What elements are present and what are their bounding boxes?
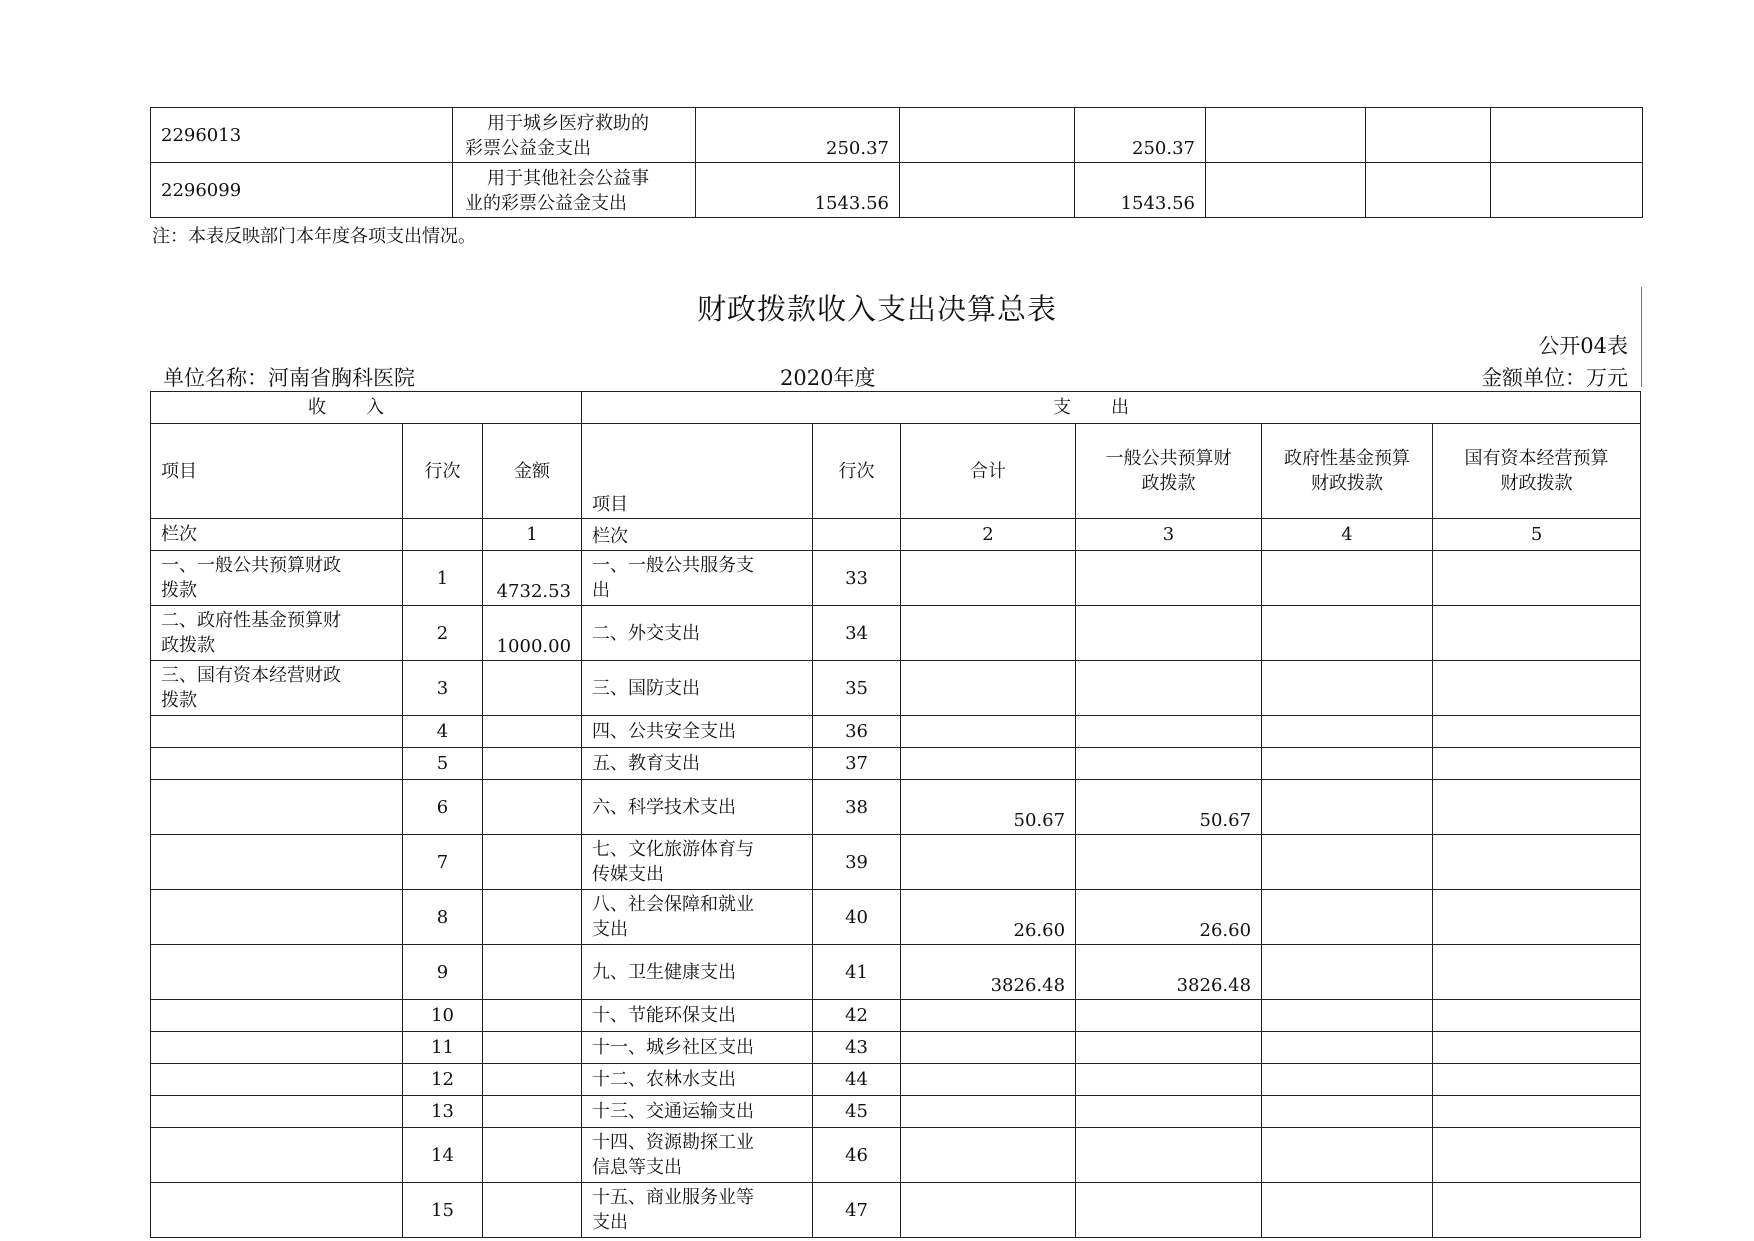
income-item xyxy=(151,716,403,748)
general-budget-amount xyxy=(1076,606,1262,661)
general-budget-amount xyxy=(1076,1183,1262,1238)
fund-budget-amount xyxy=(1262,606,1433,661)
table-row xyxy=(151,1000,1641,1032)
fund-budget-amount xyxy=(1262,1183,1433,1238)
income-amount xyxy=(483,780,582,835)
table-row xyxy=(151,1183,1641,1238)
col-label: 栏次 xyxy=(151,519,403,551)
state-capital-amount xyxy=(1433,1128,1641,1183)
table-row xyxy=(151,835,1641,890)
expense-item: 十二、农林水支出 xyxy=(582,1064,813,1096)
basic-cell xyxy=(900,163,1075,218)
state-capital-amount xyxy=(1433,1064,1641,1096)
expense-item: 十三、交通运输支出 xyxy=(582,1096,813,1128)
empty-cell xyxy=(1206,163,1366,218)
general-budget-amount: 50.67 xyxy=(1076,780,1262,835)
income-item xyxy=(151,890,403,945)
expense-item: 十五、商业服务业等 支出 xyxy=(582,1183,813,1238)
expense-line-number: 45 xyxy=(813,1096,901,1128)
table-row xyxy=(151,163,1643,218)
header-item: 项目 xyxy=(151,424,403,519)
expense-section-header: 支出 xyxy=(582,392,1641,424)
general-budget-amount xyxy=(1076,748,1262,780)
state-capital-amount xyxy=(1433,945,1641,1000)
expense-item: 二、外交支出 xyxy=(582,606,813,661)
table-row xyxy=(151,890,1641,945)
income-section-header: 收入 xyxy=(151,392,582,424)
expenditure-continuation-table xyxy=(150,107,1643,218)
expense-line-number: 34 xyxy=(813,606,901,661)
table-row xyxy=(151,1096,1641,1128)
header-total: 合计 xyxy=(901,424,1076,519)
income-item: 三、国有资本经营财政 拨款 xyxy=(151,661,403,716)
table-row xyxy=(151,716,1641,748)
state-capital-amount xyxy=(1433,835,1641,890)
income-amount xyxy=(483,1128,582,1183)
fund-budget-amount xyxy=(1262,945,1433,1000)
income-item xyxy=(151,780,403,835)
empty-cell xyxy=(813,519,901,551)
expense-line-number: 35 xyxy=(813,661,901,716)
basic-cell xyxy=(900,108,1075,163)
line-number: 6 xyxy=(403,780,483,835)
expense-line-number: 39 xyxy=(813,835,901,890)
total-amount xyxy=(901,661,1076,716)
income-amount xyxy=(483,945,582,1000)
item-code: 2296099 xyxy=(151,163,453,218)
table-row xyxy=(151,945,1641,1000)
line-number: 5 xyxy=(403,748,483,780)
state-capital-amount xyxy=(1433,661,1641,716)
col-number: 5 xyxy=(1433,519,1641,551)
table-row xyxy=(151,606,1641,661)
total-amount xyxy=(901,1128,1076,1183)
col-label: 栏次 xyxy=(582,519,813,551)
line-number: 3 xyxy=(403,661,483,716)
page-title: 财政拨款收入支出决算总表 xyxy=(696,292,1057,326)
empty-cell xyxy=(403,519,483,551)
line-number: 4 xyxy=(403,716,483,748)
income-item xyxy=(151,1032,403,1064)
expense-line-number: 41 xyxy=(813,945,901,1000)
income-amount xyxy=(483,1096,582,1128)
table-row xyxy=(151,780,1641,835)
empty-cell xyxy=(1491,108,1643,163)
expense-line-number: 40 xyxy=(813,890,901,945)
expense-line-number: 38 xyxy=(813,780,901,835)
income-amount: 4732.53 xyxy=(483,551,582,606)
expense-line-number: 42 xyxy=(813,1000,901,1032)
fund-budget-amount xyxy=(1262,716,1433,748)
income-amount: 1000.00 xyxy=(483,606,582,661)
empty-cell xyxy=(1206,108,1366,163)
expense-item: 五、教育支出 xyxy=(582,748,813,780)
line-number: 9 xyxy=(403,945,483,1000)
fund-budget-amount xyxy=(1262,835,1433,890)
income-amount xyxy=(483,748,582,780)
expense-item: 十、节能环保支出 xyxy=(582,1000,813,1032)
income-item xyxy=(151,1064,403,1096)
income-item xyxy=(151,835,403,890)
total-amount xyxy=(901,1064,1076,1096)
fund-budget-amount xyxy=(1262,661,1433,716)
empty-cell xyxy=(1491,163,1643,218)
item-name: 用于城乡医疗救助的 彩票公益金支出 xyxy=(453,108,696,163)
column-number-row xyxy=(151,519,1641,551)
project-cell: 250.37 xyxy=(1075,108,1206,163)
line-number: 12 xyxy=(403,1064,483,1096)
fund-budget-amount xyxy=(1262,780,1433,835)
income-amount xyxy=(483,1000,582,1032)
line-number: 10 xyxy=(403,1000,483,1032)
header-exp-line-no: 行次 xyxy=(813,424,901,519)
total-amount xyxy=(901,1000,1076,1032)
col-number: 1 xyxy=(483,519,582,551)
state-capital-amount xyxy=(1433,1032,1641,1064)
income-item: 二、政府性基金预算财 政拨款 xyxy=(151,606,403,661)
income-amount xyxy=(483,716,582,748)
expense-item: 十一、城乡社区支出 xyxy=(582,1032,813,1064)
general-budget-amount xyxy=(1076,1000,1262,1032)
state-capital-amount xyxy=(1433,606,1641,661)
col-number: 4 xyxy=(1262,519,1433,551)
header-exp-item: 项目 xyxy=(582,424,813,519)
general-budget-amount: 26.60 xyxy=(1076,890,1262,945)
income-amount xyxy=(483,835,582,890)
expense-line-number: 43 xyxy=(813,1032,901,1064)
state-capital-amount xyxy=(1433,1096,1641,1128)
total-amount xyxy=(901,1032,1076,1064)
unit-name: 单位名称：河南省胸科医院 xyxy=(163,366,415,390)
income-amount xyxy=(483,1183,582,1238)
general-budget-amount xyxy=(1076,716,1262,748)
fund-budget-amount xyxy=(1262,748,1433,780)
expense-line-number: 46 xyxy=(813,1128,901,1183)
total-amount: 26.60 xyxy=(901,890,1076,945)
col-number: 3 xyxy=(1076,519,1262,551)
form-code: 公开04表 xyxy=(1538,334,1628,358)
line-number: 11 xyxy=(403,1032,483,1064)
item-code: 2296013 xyxy=(151,108,453,163)
total-amount xyxy=(901,716,1076,748)
line-number: 1 xyxy=(403,551,483,606)
expense-item: 十四、资源勘探工业 信息等支出 xyxy=(582,1128,813,1183)
expense-line-number: 33 xyxy=(813,551,901,606)
total-amount: 50.67 xyxy=(901,780,1076,835)
expense-item: 八、社会保障和就业 支出 xyxy=(582,890,813,945)
column-header-row xyxy=(151,424,1641,519)
income-item xyxy=(151,945,403,1000)
fund-budget-amount xyxy=(1262,1096,1433,1128)
empty-cell xyxy=(1366,163,1491,218)
fund-budget-amount xyxy=(1262,890,1433,945)
expense-item: 四、公共安全支出 xyxy=(582,716,813,748)
main-table-body xyxy=(151,551,1641,1238)
total-amount xyxy=(901,551,1076,606)
expense-line-number: 37 xyxy=(813,748,901,780)
section-header-row xyxy=(151,392,1641,424)
line-number: 13 xyxy=(403,1096,483,1128)
expense-line-number: 47 xyxy=(813,1183,901,1238)
state-capital-amount xyxy=(1433,551,1641,606)
header-amount: 金额 xyxy=(483,424,582,519)
income-item xyxy=(151,1096,403,1128)
total-amount xyxy=(901,835,1076,890)
income-amount xyxy=(483,890,582,945)
expense-item: 一、一般公共服务支 出 xyxy=(582,551,813,606)
table-row xyxy=(151,1032,1641,1064)
project-cell: 1543.56 xyxy=(1075,163,1206,218)
general-budget-amount xyxy=(1076,1064,1262,1096)
income-item xyxy=(151,1183,403,1238)
col-number: 2 xyxy=(901,519,1076,551)
expense-item: 九、卫生健康支出 xyxy=(582,945,813,1000)
header-general-budget: 一般公共预算财 政拨款 xyxy=(1076,424,1262,519)
income-item xyxy=(151,1128,403,1183)
expense-line-number: 36 xyxy=(813,716,901,748)
general-budget-amount xyxy=(1076,1032,1262,1064)
total-amount xyxy=(901,1096,1076,1128)
line-number: 14 xyxy=(403,1128,483,1183)
table-row xyxy=(151,551,1641,606)
item-name: 用于其他社会公益事 业的彩票公益金支出 xyxy=(453,163,696,218)
total-amount xyxy=(901,606,1076,661)
fund-budget-amount xyxy=(1262,1000,1433,1032)
general-budget-amount xyxy=(1076,1096,1262,1128)
income-item xyxy=(151,1000,403,1032)
line-number: 7 xyxy=(403,835,483,890)
general-budget-amount xyxy=(1076,661,1262,716)
amount-unit: 金额单位：万元 xyxy=(1481,366,1628,390)
fund-budget-amount xyxy=(1262,1032,1433,1064)
empty-cell xyxy=(1366,108,1491,163)
header-fund-budget: 政府性基金预算 财政拨款 xyxy=(1262,424,1433,519)
income-amount xyxy=(483,1064,582,1096)
table-row xyxy=(151,1064,1641,1096)
table-row xyxy=(151,748,1641,780)
line-number: 8 xyxy=(403,890,483,945)
state-capital-amount xyxy=(1433,748,1641,780)
total-amount: 3826.48 xyxy=(901,945,1076,1000)
table-row xyxy=(151,661,1641,716)
expense-item: 七、文化旅游体育与 传媒支出 xyxy=(582,835,813,890)
total-amount xyxy=(901,748,1076,780)
income-item xyxy=(151,748,403,780)
total-cell: 250.37 xyxy=(696,108,900,163)
general-budget-amount xyxy=(1076,835,1262,890)
table-row xyxy=(151,108,1643,163)
total-amount xyxy=(901,1183,1076,1238)
fund-budget-amount xyxy=(1262,1128,1433,1183)
fund-budget-amount xyxy=(1262,551,1433,606)
state-capital-amount xyxy=(1433,1183,1641,1238)
table-note: 注：本表反映部门本年度各项支出情况。 xyxy=(152,226,476,247)
fiscal-appropriation-summary-table xyxy=(150,391,1641,1238)
general-budget-amount: 3826.48 xyxy=(1076,945,1262,1000)
header-state-capital: 国有资本经营预算 财政拨款 xyxy=(1433,424,1641,519)
header-line-no: 行次 xyxy=(403,424,483,519)
income-amount xyxy=(483,1032,582,1064)
income-amount xyxy=(483,661,582,716)
expense-item: 六、科学技术支出 xyxy=(582,780,813,835)
fiscal-year: 2020年度 xyxy=(780,366,876,390)
line-number: 2 xyxy=(403,606,483,661)
income-item: 一、一般公共预算财政 拨款 xyxy=(151,551,403,606)
fund-budget-amount xyxy=(1262,1064,1433,1096)
total-cell: 1543.56 xyxy=(696,163,900,218)
general-budget-amount xyxy=(1076,1128,1262,1183)
state-capital-amount xyxy=(1433,716,1641,748)
expense-line-number: 44 xyxy=(813,1064,901,1096)
state-capital-amount xyxy=(1433,1000,1641,1032)
state-capital-amount xyxy=(1433,780,1641,835)
table-row xyxy=(151,1128,1641,1183)
general-budget-amount xyxy=(1076,551,1262,606)
state-capital-amount xyxy=(1433,890,1641,945)
line-number: 15 xyxy=(403,1183,483,1238)
expense-item: 三、国防支出 xyxy=(582,661,813,716)
